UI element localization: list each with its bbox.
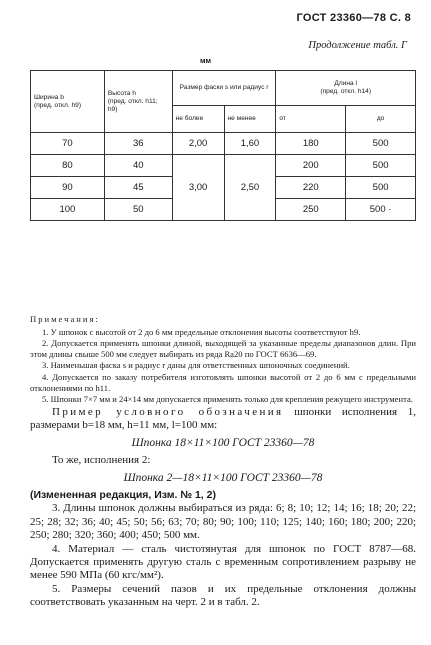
page-header: ГОСТ 23360—78 С. 8 bbox=[296, 12, 411, 24]
table-row bbox=[31, 155, 416, 177]
paragraph-3: 3. Длины шпонок должны выбираться из ряда: 6; 8; 10; 12; 14; 16; 18; 20; 22; 25; 28; 32; 36; 40; 45; 50; 56; 63; 70; 80; 90; 100; 110; 125; 140; 160; 180; 200; 220; 250; 280; 320; 360; 400; 450; 500 мм. bbox=[30, 502, 416, 542]
example-rest-text: шпонки исполнения 1, размерами b=18 мм, h=11 мм, l=100 мм: bbox=[30, 406, 416, 432]
cell-length-to: 500 bbox=[346, 155, 416, 177]
amendment-note: (Измененная редакция, Изм. № 1, 2) bbox=[30, 489, 216, 502]
note-3: 3. Наименьшая фаска s и радиус r даны для ответственных шпоночных соединений. bbox=[42, 360, 350, 371]
same-execution-2: То же, исполнения 2: bbox=[52, 454, 151, 467]
cell-length-from: 180 bbox=[276, 133, 346, 155]
cell-length-to: 500 bbox=[346, 177, 416, 199]
cell-length-to: 500 bbox=[346, 133, 416, 155]
header-length-from: от bbox=[276, 106, 346, 133]
header-height: Высота h (пред. откл. h11; h9) bbox=[104, 71, 172, 133]
cell-width: 80 bbox=[31, 155, 105, 177]
cell-length-from: 250 bbox=[276, 199, 346, 221]
cell-length-from: 200 bbox=[276, 155, 346, 177]
note-4: 4. Допускается по заказу потребителя изготовлять шпонки высотой от 2 до 6 мм с предельными отклонениями по h11. bbox=[30, 371, 416, 393]
cell-height: 40 bbox=[104, 155, 172, 177]
header-chamfer: Размер фаски s или радиус r bbox=[172, 71, 276, 106]
cell-height: 36 bbox=[104, 133, 172, 155]
header-chamfer-max: не более bbox=[172, 106, 224, 133]
cell-height: 50 bbox=[104, 199, 172, 221]
notes-heading: Примечания: bbox=[30, 314, 100, 324]
header-chamfer-min: не менее bbox=[224, 106, 276, 133]
paragraph-5: 5. Размеры сечений пазов и их предельные отклонения должны соответствовать указанным на черт. 2 и в табл. 2. bbox=[30, 582, 416, 609]
dimensions-table bbox=[30, 70, 416, 221]
header-length-to: до bbox=[346, 106, 416, 133]
header-width: Ширина b (пред. откл. h9) bbox=[31, 71, 105, 133]
designation-example-2: Шпонка 2—18×11×100 ГОСТ 23360—78 bbox=[123, 471, 323, 484]
cell-chamfer-max-merged: 3,00 bbox=[172, 155, 224, 221]
cell-length-to: 500 · bbox=[346, 199, 416, 221]
designation-example-1: Шпонка 18×11×100 ГОСТ 23360—78 bbox=[131, 436, 315, 449]
table-row bbox=[31, 133, 416, 155]
cell-chamfer-min-merged: 2,50 bbox=[224, 155, 276, 221]
table-continuation-label: Продолжение табл. Г bbox=[308, 40, 407, 51]
paragraph-4: 4. Материал — сталь чистотянутая для шпонок по ГОСТ 8787—68. Допускается применять другую сталь с временным сопротивлением разрыву не менее 590 МПа (60 кгс/мм²). bbox=[30, 542, 416, 582]
note-1: 1. У шпонок с высотой от 2 до 6 мм предельные отклонения высоты соответствуют h9. bbox=[42, 326, 361, 337]
unit-label: мм bbox=[200, 56, 212, 65]
body-section bbox=[30, 406, 416, 610]
header-length: Длина l (пред. откл. h14) bbox=[276, 71, 416, 106]
cell-height: 45 bbox=[104, 177, 172, 199]
cell-chamfer-max: 2,00 bbox=[172, 133, 224, 155]
cell-width: 90 bbox=[31, 177, 105, 199]
cell-width: 100 bbox=[31, 199, 105, 221]
cell-length-from: 220 bbox=[276, 177, 346, 199]
cell-chamfer-min: 1,60 bbox=[224, 133, 276, 155]
note-2: 2. Допускается применять шпонки длиной, выходящей за указанные пределы диапазонов длин. При этом длины свыше 500 мм следует выбирать из ряда Ra20 по ГОСТ 6636—69. bbox=[30, 338, 416, 359]
example-spaced-text: Пример условного обозначения bbox=[52, 406, 284, 418]
cell-width: 70 bbox=[31, 133, 105, 155]
notes-section bbox=[30, 314, 416, 406]
note-5: 5. Шпонки 7×7 мм и 24×14 мм допускается применять только для крепления режущего инструмента. bbox=[42, 394, 413, 405]
example-intro bbox=[30, 406, 416, 433]
